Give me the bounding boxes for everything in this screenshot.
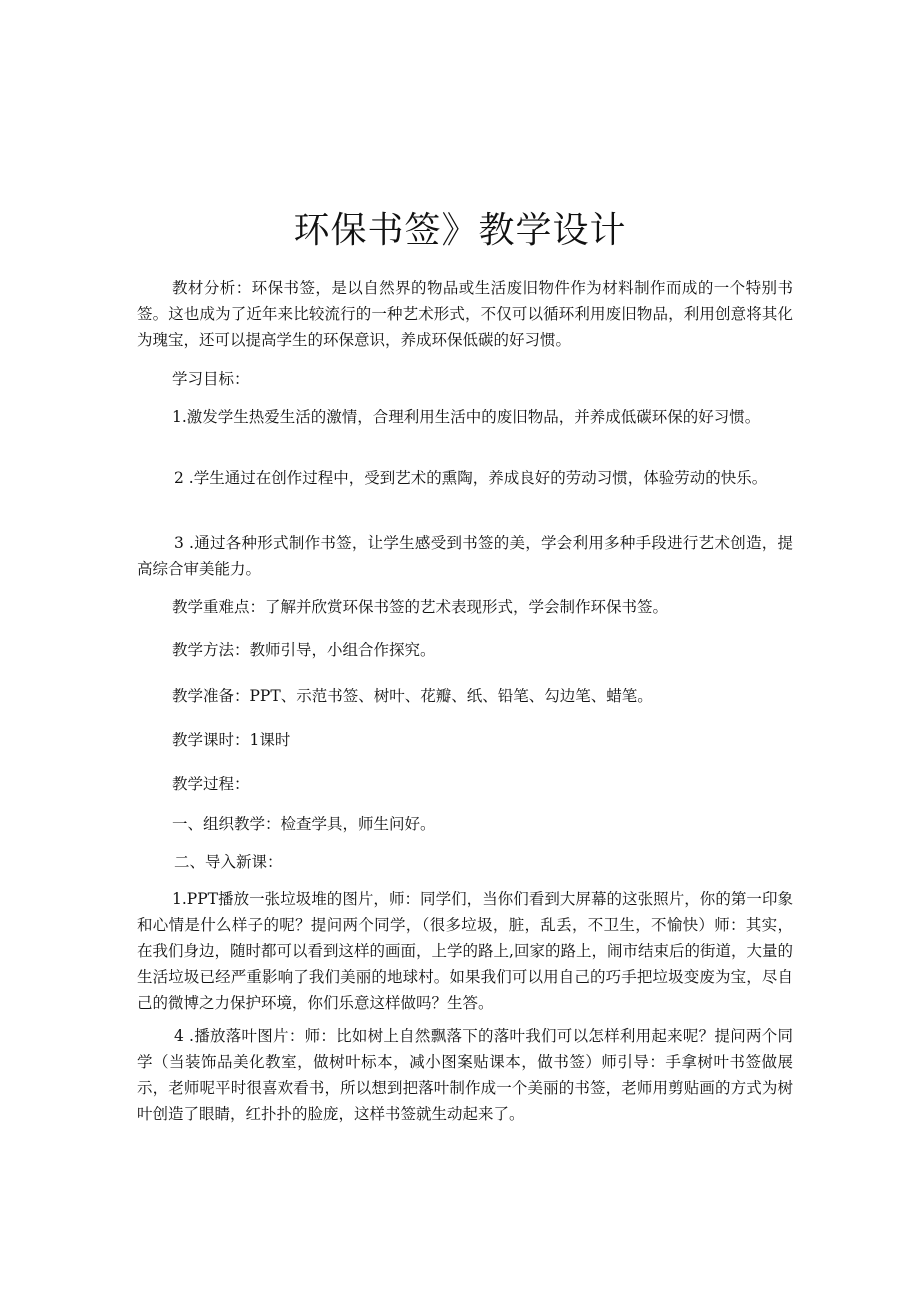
- paragraph-class-hours: 教学课时：1课时: [172, 731, 291, 749]
- document-title: 环保书签》教学设计: [293, 210, 627, 251]
- paragraph-objective-1: 1.激发学生热爱生活的激情，合理利用生活中的废旧物品，并养成低碳环保的好习惯。: [172, 408, 761, 426]
- paragraph-teaching-method: 教学方法：教师引导，小组合作探究。: [172, 641, 436, 659]
- paragraph-intro-1: 1.PPT播放一张垃圾堆的图片，师：同学们，当你们看到大屏幕的这张照片，你的第一印象和心情是什么样子的呢？提问两个同学，（很多垃圾，脏，乱丢，不卫生，不愉快）师：其实，在我们身边，随时都可以看到这样的画面，上学的路上,回家的路上，闹市结束后的街道，大量的生活垃圾已经严重影响了我们美丽的地球村。如果我们可以用自己的巧手把垃圾变废为宝，尽自己的微博之力保护环境，你们乐意这样做吗？生答。: [137, 890, 793, 1012]
- paragraph-objectives-heading: 学习目标：: [172, 370, 250, 388]
- paragraph-step-1: 一、组织教学：检查学具，师生问好。: [172, 815, 436, 833]
- paragraph-objective-3: 3 .通过各种形式制作书签，让学生感受到书签的美，学会利用多种手段进行艺术创造，提高综合审美能力。: [137, 534, 793, 578]
- paragraph-objective-2: 2 .学生通过在创作过程中，受到艺术的熏陶，养成良好的劳动习惯，体验劳动的快乐。: [174, 469, 768, 487]
- paragraph-key-points: 教学重难点：了解并欣赏环保书签的艺术表现形式，学会制作环保书签。: [172, 598, 669, 616]
- paragraph-process-heading: 教学过程：: [172, 775, 250, 793]
- paragraph-step-2: 二、导入新课：: [174, 853, 283, 871]
- paragraph-preparation: 教学准备：PPT、示范书签、树叶、花瓣、纸、铅笔、勾边笔、蜡笔。: [172, 687, 653, 705]
- paragraph-intro-4: 4 .播放落叶图片：师：比如树上自然飘落下的落叶我们可以怎样利用起来呢？提问两个同学（当装饰品美化教室，做树叶标本，减小图案贴课本，做书签）师引导：手拿树叶书签做展示，老师呢平时很喜欢看书，所以想到把落叶制作成一个美丽的书签，老师用剪贴画的方式为树叶创造了眼睛，红扑扑的脸庞，这样书签就生动起来了。: [137, 1027, 793, 1123]
- paragraph-material-analysis: 教材分析：环保书签，是以自然界的物品或生活废旧物件作为材料制作而成的一个特别书签。这也成为了近年来比较流行的一种艺术形式，不仅可以循环利用废旧物品，利用创意将其化为瑰宝，还可以提高学生的环保意识，养成环保低碳的好习惯。: [137, 279, 793, 349]
